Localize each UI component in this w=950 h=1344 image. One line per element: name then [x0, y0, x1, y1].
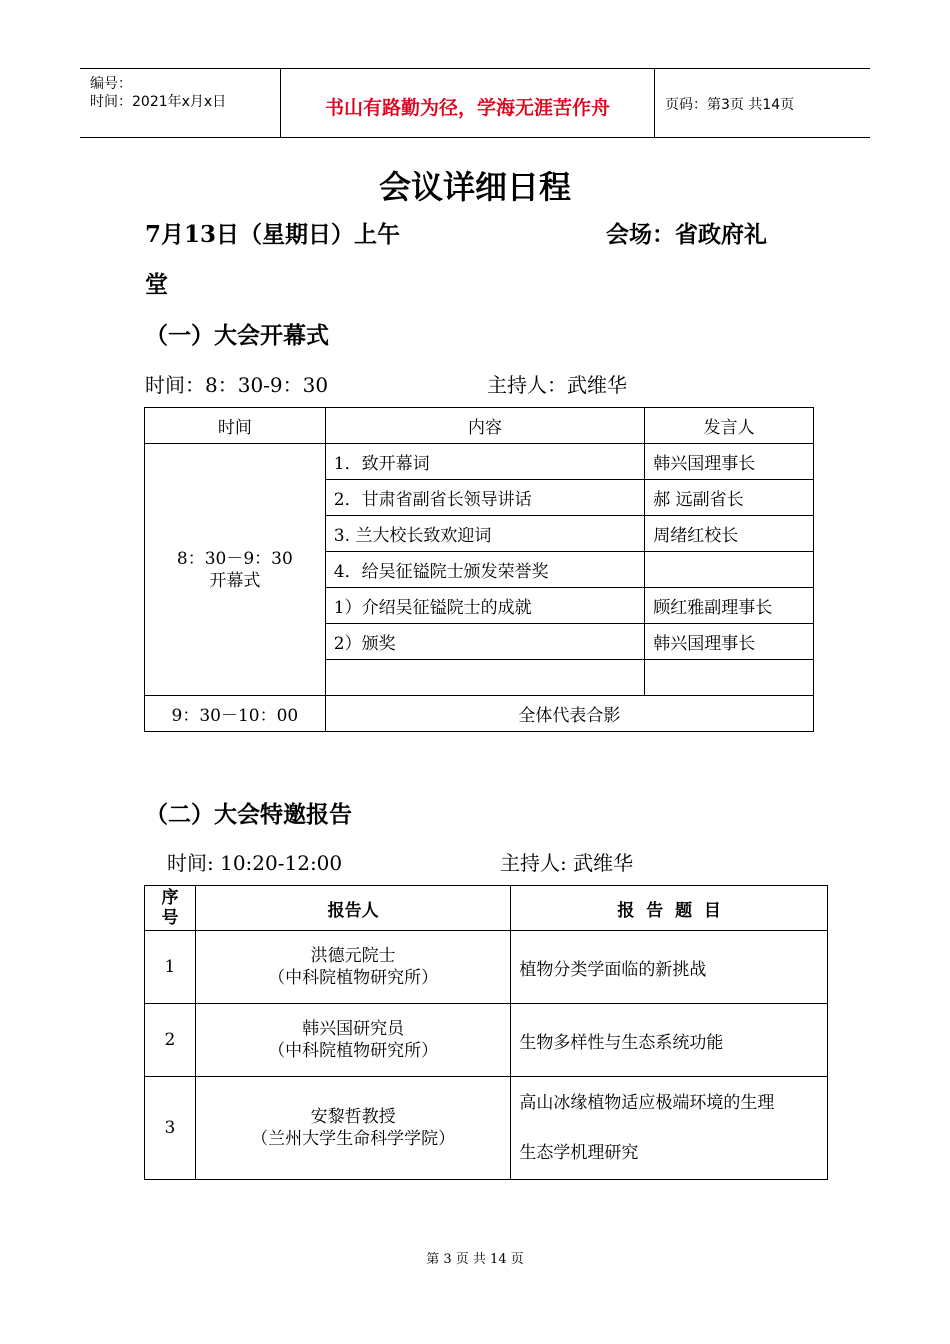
col-header-content: 内容 — [325, 408, 645, 444]
venue-line-continued: 堂 — [145, 271, 168, 298]
row-speaker: 韩兴国理事长 — [645, 624, 814, 660]
row-reporter — [195, 1004, 510, 1077]
row-number: 1 — [145, 931, 196, 1004]
row-content: 1．致开幕词 — [325, 444, 645, 480]
venue-line: 会场：省政府礼 — [606, 221, 767, 248]
row-content: 3. 兰大校长致欢迎词 — [325, 516, 645, 552]
header-page-cell — [655, 69, 870, 137]
row-content: 2．甘肃省副省长领导讲话 — [325, 480, 645, 516]
photo-time: 9：30－10：00 — [145, 696, 326, 732]
reporter-org: （中科院植物研究所） — [268, 1041, 439, 1061]
date-line: 7月13日（星期日）上午 — [145, 221, 401, 248]
col-header-reporter: 报告人 — [195, 886, 510, 931]
topic-line: 生态学机理研究 — [519, 1143, 639, 1163]
section2-time: 时间: 10:20-12:00 — [167, 851, 343, 875]
slot-time: 8：30－9：30 — [176, 548, 293, 569]
row-speaker: 周绪红校长 — [645, 516, 814, 552]
section1-time: 时间：8：30-9：30 — [145, 373, 329, 397]
opening-schedule-table — [144, 407, 814, 732]
col-header-time: 时间 — [145, 408, 326, 444]
table-header-row — [145, 408, 814, 444]
page-footer: 第 3 页 共 14 页 — [426, 1252, 524, 1267]
reporter-name: 韩兴国研究员 — [302, 1019, 405, 1039]
table-row — [145, 931, 828, 1004]
col-header-number-line2: 号 — [161, 908, 179, 928]
section2-host: 主持人: 武维华 — [500, 851, 634, 875]
topic-line: 植物分类学面临的新挑战 — [519, 959, 707, 980]
table-row — [145, 696, 814, 732]
row-speaker: 韩兴国理事长 — [645, 444, 814, 480]
page-header — [80, 68, 870, 138]
slot-name: 开幕式 — [209, 570, 261, 591]
table-row — [145, 1004, 828, 1077]
table-header-row — [145, 886, 828, 931]
invited-reports-table — [144, 885, 828, 1180]
section2-heading: （二）大会特邀报告 — [145, 801, 352, 828]
reporter-org: （中科院植物研究所） — [268, 968, 439, 988]
slot-time-cell — [145, 444, 326, 696]
photo-content: 全体代表合影 — [325, 696, 813, 732]
col-header-speaker: 发言人 — [645, 408, 814, 444]
row-topic — [511, 1077, 828, 1180]
header-motto: 书山有路勤为径，学海无涯苦作舟 — [324, 97, 610, 119]
reporter-org: （兰州大学生命科学学院） — [251, 1129, 456, 1149]
row-content: 2）颁奖 — [325, 624, 645, 660]
topic-line: 生物多样性与生态系统功能 — [519, 1032, 724, 1053]
col-header-topic: 报 告 题 目 — [511, 886, 828, 931]
section1-host: 主持人：武维华 — [487, 373, 627, 397]
row-speaker: 郝 远副省长 — [645, 480, 814, 516]
header-page-info: 页码：第3页 共14页 — [665, 97, 795, 113]
row-topic — [511, 1004, 828, 1077]
topic-line: 高山冰缘植物适应极端环境的生理 — [519, 1093, 775, 1113]
row-content: 4．给吴征镒院士颁发荣誉奖 — [325, 552, 645, 588]
reporter-name: 安黎哲教授 — [310, 1107, 396, 1127]
row-reporter — [195, 1077, 510, 1180]
table-row — [145, 444, 814, 480]
reporter-name: 洪德元院士 — [310, 946, 396, 966]
row-speaker: 顾红雅副理事长 — [645, 588, 814, 624]
row-speaker — [645, 660, 814, 696]
row-topic — [511, 931, 828, 1004]
header-left-cell — [80, 69, 281, 137]
header-time-label: 时间：2021年x月x日 — [90, 94, 227, 110]
row-reporter — [195, 931, 510, 1004]
row-number: 3 — [145, 1077, 196, 1180]
col-header-number-line1: 序 — [161, 888, 179, 908]
row-number: 2 — [145, 1004, 196, 1077]
col-header-number — [145, 886, 196, 931]
header-motto-cell — [281, 69, 655, 137]
table-row — [145, 1077, 828, 1180]
header-number-label: 编号： — [90, 76, 132, 92]
row-content: 1）介绍吴征镒院士的成就 — [325, 588, 645, 624]
document-title: 会议详细日程 — [378, 168, 571, 206]
section1-heading: （一）大会开幕式 — [145, 322, 329, 349]
row-content — [325, 660, 645, 696]
row-speaker — [645, 552, 814, 588]
